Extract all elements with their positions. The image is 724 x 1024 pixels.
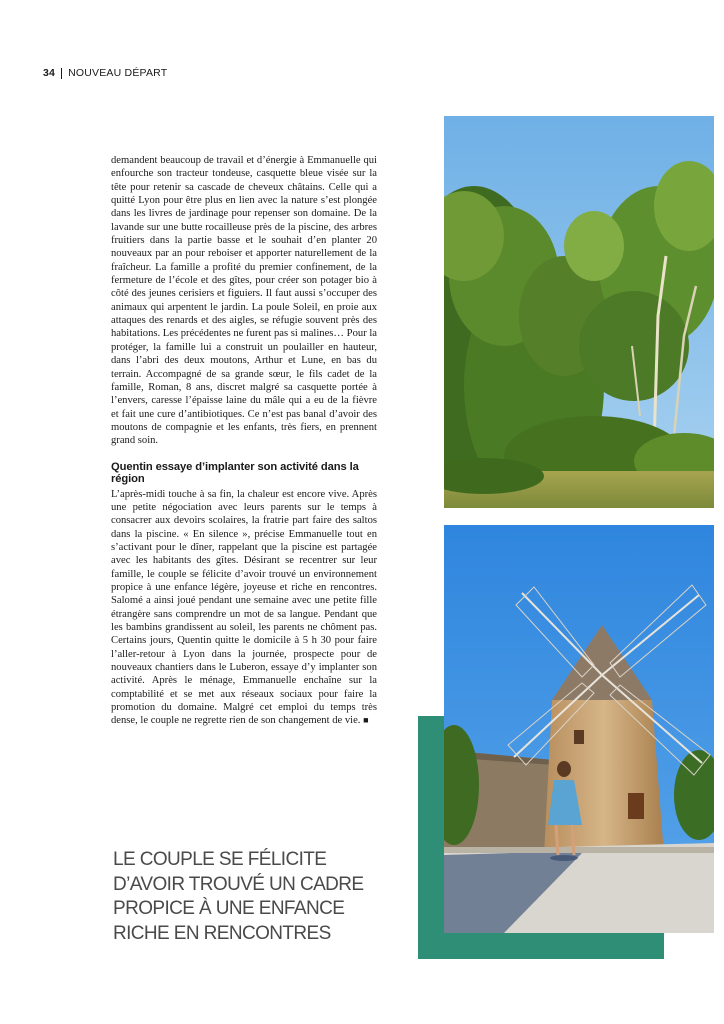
pull-quote — [113, 848, 393, 946]
article-subheading: Quentin essaye d’implanter son activité dans la région — [111, 460, 359, 486]
pull-quote-line: LE COUPLE SE FÉLICITE — [113, 849, 327, 870]
pull-quote-line: D’AVOIR TROUVÉ UN CADRE — [113, 873, 364, 895]
end-mark: ■ — [363, 715, 369, 726]
page-number: 34 — [43, 67, 56, 79]
windmill-photo — [444, 525, 714, 933]
article-paragraph-2 — [111, 488, 377, 728]
article-paragraph-1: demandent beaucoup de travail et d’énergie à Emmanuelle qui enfourche son tracteur tondeuse, casquette bleue visée sur la tête pour retenir sa cascade de cheveux châtains. Celle qui a quitté Lyon pour être plus en lien avec la nature s’est plongée dans les livres de jardinage pour repenser son domaine. De la lavande sur une butte rocailleuse près de la piscine, des arbres fruitiers dans la partie basse et le souhait d’en planter 20 nouveaux par an pour reboiser et apporter naturellement de la fraîcheur. La famille a profité du premier confinement, de la fermeture de l’école et des gîtes, pour créer son potager bio à côté des jeunes cerisiers et figuiers. Il faut aussi s’occuper des animaux qui arpentent le jardin. La poule Soleil, en proie aux attaques des renards et des aigles, se réfugie souvent près des habitations. Les précédentes ne furent pas si malines… Pour la protéger, la famille lui a construit un poulailler en hauteur, dans l’abri des deux moutons, Arthur et Lune, en bas du terrain. Accompagné de sa grande sœur, le fils cadet de la famille, Roman, 8 ans, discret malgré sa casquette portée à l’envers, caresse l’épaisse laine du mâle qui a eu de la fièvre et fait une cure d’antibiotiques. Ce n’est pas banal d’avoir des moutons de compagnie et les enfants, très fiers, en prennent grand soin. — [111, 155, 377, 447]
trees-photo — [444, 116, 714, 508]
pull-quote-line: RICHE EN RENCONTRES — [113, 922, 331, 944]
pull-quote-line: PROPICE À UNE ENFANCE — [113, 898, 345, 919]
paragraph-2-text: L’après-midi touche à sa fin, la chaleur est encore vive. Après une petite négociation avec leurs parents sur le temps à consacrer aux devoirs scolaires, la fratrie part faire des saltos dans la piscine. « En silence », précise Emmanuelle tout en s’activant pour le dîner, rappelant que la piscine est partagée avec les habitants des gîtes. Désirant se recentrer sur leur famille, le couple se félicite d’avoir trouvé un environnement propice à une enfance légère, joyeuse et riche en rencontres. Salomé a ainsi joué pendant une semaine avec une petite fille étrangère sans comprendre un mot de sa langue. Pendant que les bambins grandissent au soleil, les parents ne chôment pas. Certains jours, Quentin quitte le domicile à 5 h 30 pour faire l’aller-retour à Lyon dans la journée, prospecte pour de nouveaux chantiers dans le Luberon, essaye d’y implanter son activité. Après le ménage, Emmanuelle enchaîne sur la comptabilité et se met aux réseaux sociaux pour faire la promotion du domaine. Malgré cet emploi du temps très dense, le couple ne regrette rien de son changement de vie. — [111, 488, 377, 727]
page-folio — [43, 67, 167, 79]
folio-divider — [61, 68, 62, 79]
article-column — [111, 154, 377, 728]
section-title: NOUVEAU DÉPART — [68, 67, 168, 79]
